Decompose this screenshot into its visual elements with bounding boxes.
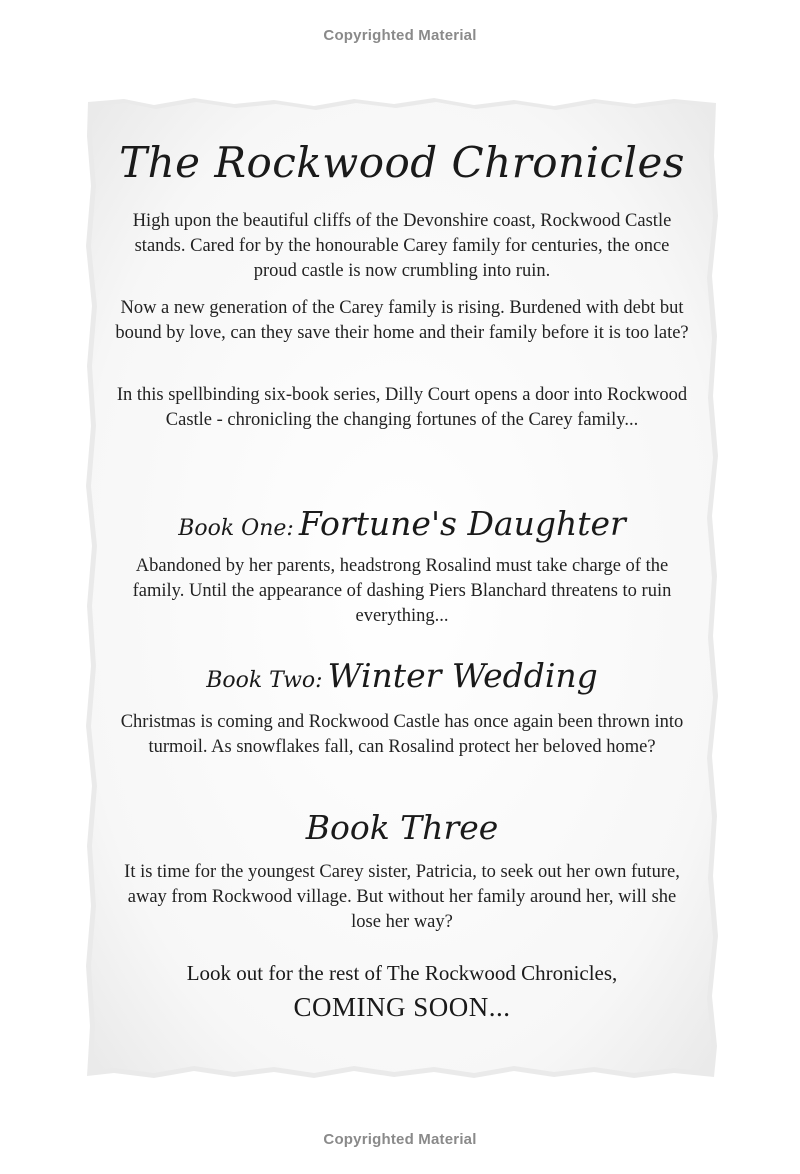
intro-paragraph-1: High upon the beautiful cliffs of the Devonshire coast, Rockwood Castle stands. Cared for by the honourable Carey family for centuries, the once proud castle is now crumbling into ruin. (132, 211, 672, 281)
book-three-blurb: It is time for the youngest Carey sister, Patricia, to seek out her own future, away from Rockwood village. But without her family around her, will she lose her way? (124, 862, 680, 932)
intro-paragraph-2: Now a new generation of the Carey family is rising. Burdened with debt but bound by love, can they save their home and their family before it is too late? (115, 298, 689, 343)
lookout-text: Look out for the rest of The Rockwood Chronicles, (186, 961, 618, 985)
series-title: The Rockwood Chronicles (119, 138, 685, 187)
book-three-title: Book Three (305, 808, 499, 847)
paper-content (84, 96, 720, 1080)
copyright-watermark-bottom: Copyrighted Material (323, 1131, 477, 1148)
book-two-blurb: Christmas is coming and Rockwood Castle has once again been thrown into turmoil. As snowflakes fall, can Rosalind protect her beloved home? (120, 712, 684, 757)
book-one-blurb: Abandoned by her parents, headstrong Rosalind must take charge of the family. Until the appearance of dashing Piers Blanchard threatens to ruin everything... (132, 556, 672, 626)
copyright-watermark-top: Copyrighted Material (323, 27, 477, 44)
book-one-heading (84, 504, 720, 543)
torn-paper-panel (84, 96, 720, 1080)
intro-paragraph-3: In this spellbinding six-book series, Dilly Court opens a door into Rockwood Castle - chronicling the changing fortunes of the Carey family... (116, 385, 688, 430)
book-three-heading (84, 808, 720, 847)
book-two-label: Book Two: (206, 668, 323, 693)
book-one-label: Book One: (178, 516, 294, 541)
book-two-heading (84, 656, 720, 695)
book-one-title: Fortune's Daughter (298, 504, 626, 543)
coming-soon-text: COMING SOON... (293, 992, 511, 1022)
book-two-title: Winter Wedding (327, 656, 598, 695)
